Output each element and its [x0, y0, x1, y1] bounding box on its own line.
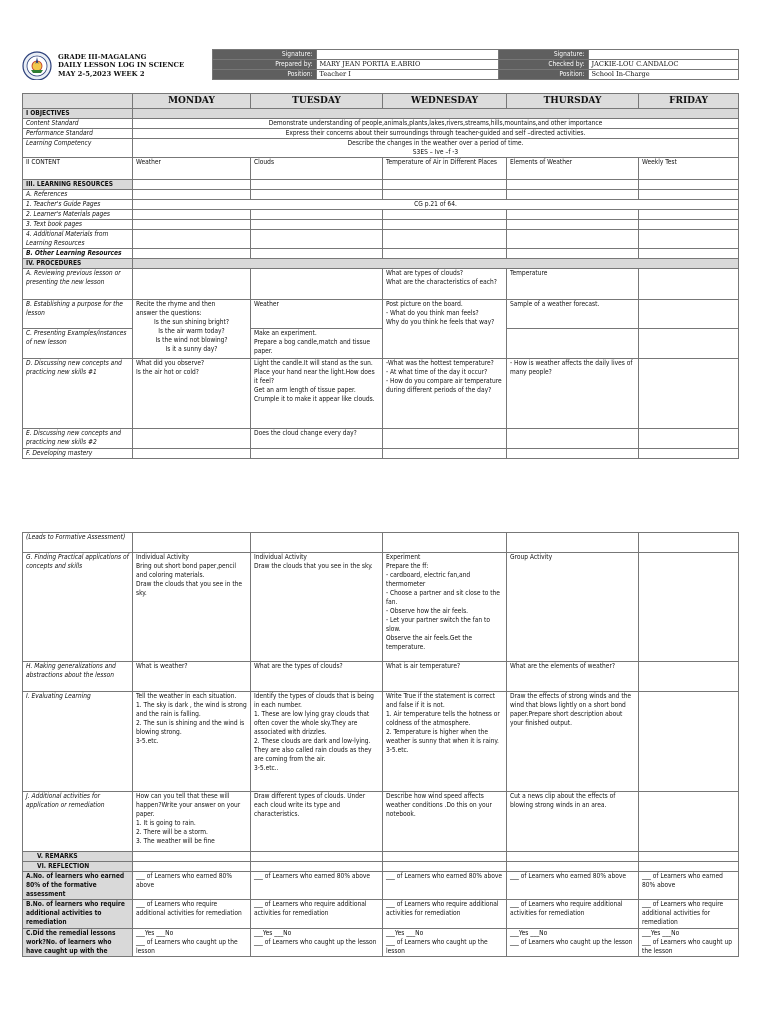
content-label: II CONTENT	[23, 158, 133, 180]
day-friday: FRIDAY	[639, 94, 739, 109]
resources-heading: III. LEARNING RESOURCES	[23, 180, 133, 190]
reflection-b-monday: ___ of Learners who require additional activities for remediation	[133, 900, 251, 929]
reflection-b-tuesday: ___ of Learners who require additional activities for remediation	[251, 900, 383, 929]
rhyme-line: answer the questions:	[136, 309, 202, 317]
competency-code: S3ES – Ive –f -3	[412, 148, 459, 156]
procedure-g-thursday: Group Activity	[507, 553, 639, 662]
content-tuesday: Clouds	[251, 158, 383, 180]
reflection-heading: VI. REFLECTION	[23, 862, 133, 872]
procedure-f-label: F. Developing mastery	[23, 449, 133, 459]
corner-cell	[23, 94, 133, 109]
references-label: A. References	[23, 190, 133, 200]
content-standard-label: Content Standard	[23, 119, 133, 129]
reflection-a-monday: ___ of Learners who earned 80% above	[133, 872, 251, 900]
school-info	[22, 50, 212, 80]
procedure-h-wednesday: What is air temperature?	[383, 662, 507, 692]
procedure-b-tuesday: Weather	[251, 300, 383, 329]
procedure-c-tuesday: Make an experiment. Prepare a bog candle,match and tissue paper.	[251, 329, 383, 359]
procedure-j-wednesday: Describe how wind speed affects weather conditions .Do this on your notebook.	[383, 792, 507, 852]
procedure-f-continued: (Leads to Formative Assessment)	[23, 533, 133, 553]
procedure-i-tuesday: Identify the types of clouds that is being in each number. 1. These are low lying gray clouds that often cover the whole sky.They are associated with drizzles. 2. These clouds are dark and low-lying. They are also called rain clouds as they are coming from the air. 3-5.etc..	[251, 692, 383, 792]
procedure-b-thursday: Sample of a weather forecast.	[507, 300, 639, 329]
remarks-heading: V. REMARKS	[23, 852, 133, 862]
grade-title: GRADE III-MAGALANG	[58, 52, 147, 61]
procedure-a-wednesday: What are types of clouds? What are the characteristics of each?	[383, 269, 507, 300]
procedure-h-tuesday: What are the types of clouds?	[251, 662, 383, 692]
reflection-c-wednesday: ___Yes ___No ___ of Learners who caught up the lesson	[383, 929, 507, 957]
reflection-a-thursday: ___ of Learners who earned 80% above	[507, 872, 639, 900]
procedure-i-label: I. Evaluating Learning	[23, 692, 133, 792]
day-monday: MONDAY	[133, 94, 251, 109]
procedure-g-monday: Individual Activity Bring out short bond paper,pencil and coloring materials. Draw the clouds that you see in the sky.	[133, 553, 251, 662]
reflection-b-thursday: ___ of Learners who require additional activities for remediation	[507, 900, 639, 929]
content-wednesday: Temperature of Air in Different Places	[383, 158, 507, 180]
procedure-bc-monday	[133, 300, 251, 359]
signature-field-left[interactable]	[316, 50, 498, 60]
checked-by-label: Checked by:	[498, 60, 588, 70]
signature-label-right: Signature:	[498, 50, 588, 60]
procedure-j-tuesday: Draw different types of clouds. Under each cloud write its type and characteristics.	[251, 792, 383, 852]
procedure-c-label: C. Presenting Examples/instances of new lesson	[23, 329, 133, 359]
additional-materials-label: 4. Additional Materials from Learning Resources	[23, 230, 133, 249]
signature-label-left: Signature:	[212, 50, 316, 60]
procedure-j-monday: How can you tell that these will happen?Write your answer on your paper. 1. It is going to rain. 2. There will be a storm. 3. The weather will be fine	[133, 792, 251, 852]
rhyme-line: Is the wind not blowing?	[155, 336, 228, 344]
procedure-e-label: E. Discussing new concepts and practicing new skills #2	[23, 429, 133, 449]
rhyme-line: Is it a sunny day?	[165, 345, 218, 353]
header	[22, 49, 738, 80]
reflection-a-friday: ___ of Learners who earned 80% above	[639, 872, 739, 900]
procedure-j-thursday: Cut a news clip about the effects of blowing strong winds in an area.	[507, 792, 639, 852]
lesson-table-page-2	[22, 532, 738, 957]
reflection-a-label: A.No. of learners who earned 80% of the formative assessment	[23, 872, 133, 900]
procedure-j-label: J. Additional activities for application or remediation	[23, 792, 133, 852]
rhyme-line: Is the sun shining bright?	[153, 318, 229, 326]
procedure-g-tuesday: Individual Activity Draw the clouds that you see in the sky.	[251, 553, 383, 662]
reflection-c-label: C.Did the remedial lessons work?No. of learners who have caught up with the	[23, 929, 133, 957]
reflection-a-tuesday: ___ of Learners who earned 80% above	[251, 872, 383, 900]
position-value-right: School In-Charge	[588, 70, 738, 80]
other-resources-label: B. Other Learning Resources	[23, 249, 133, 259]
learners-materials-label: 2. Learner's Materials pages	[23, 210, 133, 220]
content-standard-value: Demonstrate understanding of people,animals,plants,lakes,rivers,streams,hills,mountains,and other importance	[133, 119, 739, 129]
procedure-g-wednesday: Experiment Prepare the ff: - cardboard, electric fan,and thermometer - Choose a partner and sit close to the fan. - Observe how the air feels. - Let your partner switch the fan to slow. Observe the air feels.Get the temperature.	[383, 553, 507, 662]
day-wednesday: WEDNESDAY	[383, 94, 507, 109]
textbook-pages-label: 3. Text book pages	[23, 220, 133, 230]
date-title: MAY 2-5,2023 WEEK 2	[58, 69, 145, 78]
reflection-c-tuesday: ___Yes ___No ___ of Learners who caught up the lesson	[251, 929, 383, 957]
procedure-h-thursday: What are the elements of weather?	[507, 662, 639, 692]
teachers-guide-value: CG p.21 of 64.	[133, 200, 739, 210]
teachers-guide-label: 1. Teacher's Guide Pages	[23, 200, 133, 210]
deped-seal-icon	[22, 51, 52, 80]
position-label-left: Position:	[212, 70, 316, 80]
day-tuesday: TUESDAY	[251, 94, 383, 109]
reflection-b-friday: ___ of Learners who require additional activities for remediation	[639, 900, 739, 929]
reflection-a-wednesday: ___ of Learners who earned 80% above	[383, 872, 507, 900]
procedure-i-monday: Tell the weather in each situation. 1. The sky is dark , the wind is strong and the rain is falling. 2. The sun is shining and the wind is blowing strong. 3-5.etc.	[133, 692, 251, 792]
reflection-c-thursday: ___Yes ___No ___ of Learners who caught up the lesson	[507, 929, 639, 957]
procedure-h-monday: What is weather?	[133, 662, 251, 692]
learning-competency-value	[133, 139, 739, 158]
content-monday: Weather	[133, 158, 251, 180]
header-table	[22, 49, 739, 80]
procedure-bc-wednesday: Post picture on the board. - What do you think man feels? Why do you think he feels that way?	[383, 300, 507, 359]
prepared-by-label: Prepared by:	[212, 60, 316, 70]
signature-field-right[interactable]	[588, 50, 738, 60]
procedure-a-thursday: Temperature	[507, 269, 639, 300]
performance-standard-value: Express their concerns about their surroundings through teacher-guided and self –directed activities.	[133, 129, 739, 139]
learning-competency-label: Learning Competency	[23, 139, 133, 158]
content-thursday: Elements of Weather	[507, 158, 639, 180]
lesson-table-page-1	[22, 93, 738, 459]
reflection-c-friday: ___Yes ___No ___ of Learners who caught up the lesson	[639, 929, 739, 957]
position-value-left: Teacher I	[316, 70, 498, 80]
procedure-d-monday: What did you observe? Is the air hot or cold?	[133, 359, 251, 429]
subject-title: DAILY LESSON LOG IN SCIENCE	[58, 61, 185, 69]
procedure-i-wednesday: Write True if the statement is correct and false if it is not. 1. Air temperature tells the hotness or coldness of the atmosphere. 2. Temperature is higher when the weather is sunny that when it is rainy. 3-5.etc.	[383, 692, 507, 792]
content-friday: Weekly Test	[639, 158, 739, 180]
prepared-by-value: MARY JEAN PORTIA E.ABRIO	[316, 60, 498, 70]
objectives-heading: I OBJECTIVES	[23, 109, 133, 119]
procedure-d-wednesday: -What was the hottest temperature? - At what time of the day it occur? - How do you compare air temperature during different periods of the day?	[383, 359, 507, 429]
procedure-e-tuesday: Does the cloud change every day?	[251, 429, 383, 449]
position-label-right: Position:	[498, 70, 588, 80]
procedure-h-label: H. Making generalizations and abstractions about the lesson	[23, 662, 133, 692]
procedure-b-label: B. Establishing a purpose for the lesson	[23, 300, 133, 329]
performance-standard-label: Performance Standard	[23, 129, 133, 139]
reflection-b-label: B.No. of learners who require additional activities to remediation	[23, 900, 133, 929]
procedure-a-label: A. Reviewing previous lesson or presenting the new lesson	[23, 269, 133, 300]
rhyme-line: Is the air warm today?	[158, 327, 225, 335]
procedure-d-tuesday: Light the candle.It will stand as the sun. Place your hand near the light.How does it feel? Get an arm length of tissue paper. Crumple it to make it appear like clouds.	[251, 359, 383, 429]
day-thursday: THURSDAY	[507, 94, 639, 109]
competency-text: Describe the changes in the weather over a period of time.	[347, 139, 524, 147]
procedures-heading: IV. PROCEDURES	[23, 259, 133, 269]
procedure-d-thursday: - How is weather affects the daily lives of many people?	[507, 359, 639, 429]
checked-by-value: JACKIE-LOU C.ANDALOC	[588, 60, 738, 70]
days-header-row	[23, 94, 739, 109]
procedure-d-label: D. Discussing new concepts and practicing new skills #1	[23, 359, 133, 429]
procedure-i-thursday: Draw the effects of strong winds and the wind that blows lightly on a short bond paper.Prepare short description about your finished output.	[507, 692, 639, 792]
lesson-log-title	[58, 53, 184, 79]
reflection-b-wednesday: ___ of Learners who require additional activities for remediation	[383, 900, 507, 929]
procedure-g-label: G. Finding Practical applications of concepts and skills	[23, 553, 133, 662]
rhyme-line: Recite the rhyme and then	[136, 300, 216, 308]
reflection-c-monday: ___Yes ___No ___ of Learners who caught up the lesson	[133, 929, 251, 957]
